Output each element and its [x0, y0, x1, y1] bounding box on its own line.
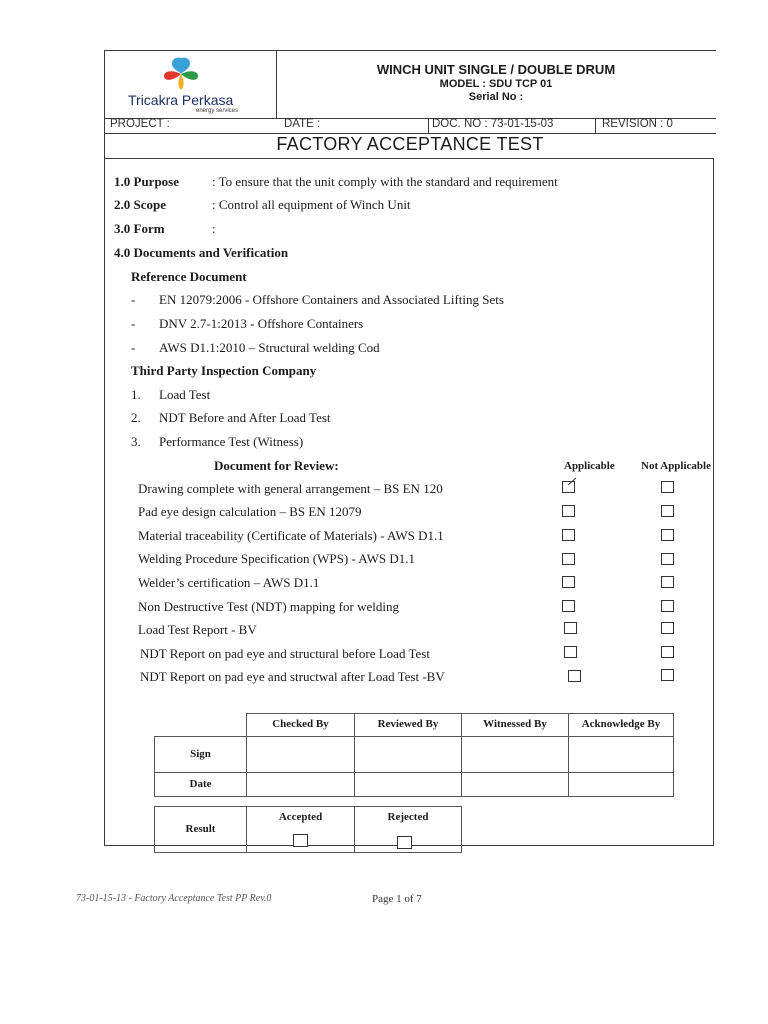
- review-item: Non Destructive Test (NDT) mapping for welding: [138, 599, 399, 614]
- logo-tagline: energy services: [196, 108, 239, 114]
- sign-cell-checked[interactable]: [246, 736, 355, 773]
- document-title: FACTORY ACCEPTANCE TEST: [276, 134, 544, 154]
- result-label-cell: [154, 806, 247, 853]
- doc-number: DOC. NO : 73-01-15-03: [432, 118, 554, 130]
- review-item: Drawing complete with general arrangement – BS EN 120: [138, 481, 443, 496]
- not-applicable-checkbox[interactable]: [661, 553, 674, 565]
- not-applicable-checkbox[interactable]: [661, 505, 674, 517]
- date-field: DATE :: [284, 118, 321, 130]
- applicable-column-header: Applicable: [564, 460, 615, 472]
- form-text: :: [212, 221, 216, 236]
- list-item: Performance Test (Witness): [159, 434, 304, 449]
- bullet-dash: -: [131, 292, 136, 307]
- not-applicable-checkbox[interactable]: [661, 529, 674, 541]
- tricakra-logo-icon: [160, 54, 202, 92]
- column-header-witnessed: Witnessed By: [483, 718, 547, 730]
- model-label: MODEL : SDU TCP 01: [439, 78, 553, 90]
- reference-item: DNV 2.7-1:2013 - Offshore Containers: [159, 316, 364, 331]
- review-item: Load Test Report - BV: [138, 622, 257, 637]
- tick-mark-icon: [566, 476, 578, 488]
- reference-heading: Reference Document: [131, 269, 247, 284]
- table-header-cell: [246, 713, 355, 737]
- not-applicable-checkbox[interactable]: [661, 600, 674, 612]
- date-cell-reviewed[interactable]: [354, 772, 462, 797]
- row-label-cell: [154, 736, 247, 773]
- table-header-cell: [568, 713, 674, 737]
- review-item: NDT Report on pad eye and structural before Load Test: [140, 646, 430, 661]
- sign-cell-acknowledge[interactable]: [568, 736, 674, 773]
- result-label: Result: [185, 823, 216, 835]
- review-item: Material traceability (Certificate of Materials) - AWS D1.1: [138, 528, 444, 543]
- third-party-heading: Third Party Inspection Company: [131, 363, 317, 378]
- column-header-checked: Checked By: [272, 718, 329, 730]
- serial-label: Serial No :: [468, 91, 524, 103]
- rejected-label: Rejected: [387, 811, 429, 823]
- rejected-cell: [354, 806, 462, 853]
- form-label: 3.0 Form: [114, 221, 165, 236]
- not-applicable-checkbox[interactable]: [661, 481, 674, 493]
- review-item: Welder’s certification – AWS D1.1: [138, 575, 320, 590]
- not-applicable-checkbox[interactable]: [661, 646, 674, 658]
- reference-item: AWS D1.1:2010 – Structural welding Cod: [159, 340, 380, 355]
- sign-row-label: Sign: [190, 748, 211, 760]
- not-applicable-checkbox[interactable]: [661, 622, 674, 634]
- applicable-checkbox[interactable]: [564, 622, 577, 634]
- applicable-checkbox[interactable]: [568, 670, 581, 682]
- sign-cell-witnessed[interactable]: [461, 736, 569, 773]
- list-item: NDT Before and After Load Test: [159, 410, 331, 425]
- applicable-checkbox[interactable]: [562, 505, 575, 517]
- date-cell-witnessed[interactable]: [461, 772, 569, 797]
- accepted-cell: [246, 806, 355, 853]
- list-item: Load Test: [159, 387, 211, 402]
- list-number: 3.: [131, 434, 141, 449]
- not-applicable-checkbox[interactable]: [661, 669, 674, 681]
- table-header-cell: [461, 713, 569, 737]
- review-heading: Document for Review:: [214, 458, 339, 473]
- review-item: NDT Report on pad eye and structwal after Load Test -BV: [140, 669, 445, 684]
- applicable-checkbox[interactable]: [562, 576, 575, 588]
- sign-cell-reviewed[interactable]: [354, 736, 462, 773]
- rejected-checkbox[interactable]: [397, 836, 412, 849]
- purpose-label: 1.0 Purpose: [114, 174, 179, 189]
- scope-text: : Control all equipment of Winch Unit: [212, 197, 411, 212]
- column-header-reviewed: Reviewed By: [377, 718, 439, 730]
- project-field: PROJECT :: [110, 118, 170, 130]
- purpose-text: : To ensure that the unit comply with the standard and requirement: [212, 174, 558, 189]
- logo-name: Tricakra Perkasa: [128, 92, 234, 108]
- date-cell-checked[interactable]: [246, 772, 355, 797]
- review-item: Welding Procedure Specification (WPS) - AWS D1.1: [138, 551, 415, 566]
- list-number: 2.: [131, 410, 141, 425]
- scope-label: 2.0 Scope: [114, 197, 166, 212]
- applicable-checkbox[interactable]: [564, 646, 577, 658]
- revision-number: REVISION : 0: [602, 118, 673, 130]
- bullet-dash: -: [131, 340, 136, 355]
- accepted-checkbox[interactable]: [293, 834, 308, 847]
- page-number: Page 1 of 7: [372, 893, 422, 905]
- documents-heading: 4.0 Documents and Verification: [114, 245, 289, 260]
- applicable-checkbox[interactable]: [562, 553, 575, 565]
- accepted-label: Accepted: [278, 811, 323, 823]
- date-row-label: Date: [189, 778, 212, 790]
- column-header-acknowledge: Acknowledge By: [581, 718, 661, 730]
- applicable-checkbox[interactable]: [562, 529, 575, 541]
- applicable-checkbox[interactable]: [562, 600, 575, 612]
- bullet-dash: -: [131, 316, 136, 331]
- table-header-cell: [354, 713, 462, 737]
- footer-doc-reference: 73-01-15-13 - Factory Acceptance Test PP Rev.0: [76, 893, 272, 904]
- equipment-title: WINCH UNIT SINGLE / DOUBLE DRUM: [376, 62, 616, 77]
- review-item: Pad eye design calculation – BS EN 12079: [138, 504, 362, 519]
- not-applicable-checkbox[interactable]: [661, 576, 674, 588]
- list-number: 1.: [131, 387, 141, 402]
- reference-item: EN 12079:2006 - Offshore Containers and Associated Lifting Sets: [159, 292, 504, 307]
- not-applicable-column-header: Not Applicable: [641, 460, 711, 472]
- row-label-cell: [154, 772, 247, 797]
- date-cell-acknowledge[interactable]: [568, 772, 674, 797]
